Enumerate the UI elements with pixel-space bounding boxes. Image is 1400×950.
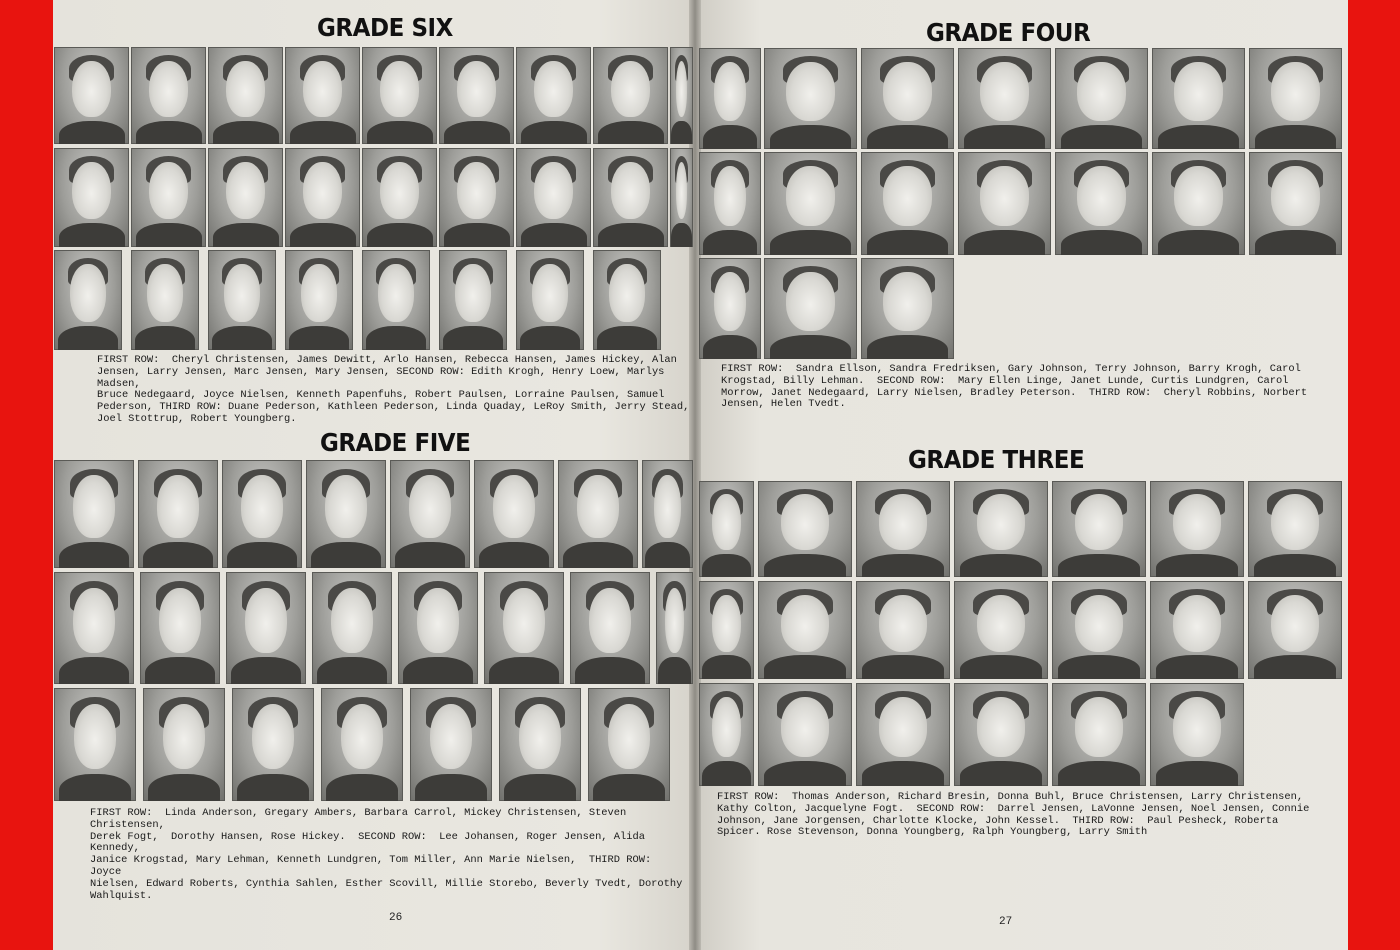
student-portrait-photo (861, 258, 954, 359)
student-portrait-photo (1150, 581, 1244, 679)
student-portrait-photo (1249, 152, 1342, 255)
student-portrait-photo (516, 47, 591, 144)
student-portrait-photo (758, 683, 852, 786)
student-portrait-photo (1150, 683, 1244, 786)
student-portrait-photo (516, 250, 584, 350)
student-portrait-photo (670, 148, 693, 247)
student-portrait-photo (570, 572, 650, 684)
student-portrait-photo (226, 572, 306, 684)
student-portrait-photo (1249, 48, 1342, 149)
student-portrait-photo (285, 250, 353, 350)
student-portrait-photo (699, 48, 761, 149)
student-portrait-photo (54, 47, 129, 144)
student-portrait-photo (764, 152, 857, 255)
student-portrait-photo (208, 148, 283, 247)
student-portrait-photo (1052, 581, 1146, 679)
student-portrait-photo (861, 48, 954, 149)
student-portrait-photo (306, 460, 386, 568)
student-portrait-photo (54, 688, 136, 801)
grade-three-caption: FIRST ROW: Thomas Anderson, Richard Bresin, Donna Buhl, Bruce Christensen, Larry Christensen, Kathy Colton, Jacquelyne Fogt. SECOND ROW: Darrel Jensen, LaVonne Jensen, Noel Jensen, Connie Johnson, Jane Jorgensen, Charlotte Klocke, John Kessel. THIRD ROW: Paul Pesheck, Roberta Spicer. Rose Stevenson, Donna Youngberg, Ralph Youngberg, Larry Smith (717, 791, 1310, 839)
grade-six-caption: FIRST ROW: Cheryl Christensen, James Dewitt, Arlo Hansen, Rebecca Hansen, James Hickey, Alan Jensen, Larry Jensen, Marc Jensen, Mary Jensen, SECOND ROW: Edith Krogh, Henry Loew, Marlys Madsen, Bruce Nedegaard, Joyce Nielsen, Kenneth Papenfuhs, Robert Paulsen, Lorraine Paulsen, Samuel Pederson, THIRD ROW: Duane Pederson, Kathleen Pederson, Linda Quaday, LeRoy Smith, Jerry Stead, Joel Stottrup, Robert Youngberg. (97, 354, 690, 425)
student-portrait-photo (208, 47, 283, 144)
page-number-left: 26 (389, 912, 403, 924)
student-portrait-photo (588, 688, 670, 801)
student-portrait-photo (362, 250, 430, 350)
student-portrait-photo (558, 460, 638, 568)
grade-four-caption: FIRST ROW: Sandra Ellson, Sandra Fredriksen, Gary Johnson, Terry Johnson, Barry Krogh, Carol Krogstad, Billy Lehman. SECOND ROW: Mary Ellen Linge, Janet Lunde, Curtis Lundgren, Carol Morrow, Janet Nedegaard, Larry Nielsen, Bradley Peterson. THIRD ROW: Cheryl Robbins, Norbert Jensen, Helen Tvedt. (721, 363, 1308, 411)
student-portrait-photo (390, 460, 470, 568)
student-portrait-photo (1152, 152, 1245, 255)
student-portrait-photo (954, 683, 1048, 786)
student-portrait-photo (54, 460, 134, 568)
student-portrait-photo (856, 683, 950, 786)
student-portrait-photo (699, 481, 754, 577)
student-portrait-photo (1150, 481, 1244, 577)
student-portrait-photo (593, 47, 668, 144)
student-portrait-photo (593, 148, 668, 247)
student-portrait-photo (410, 688, 492, 801)
yearbook-spread (53, 0, 1348, 950)
student-portrait-photo (208, 250, 276, 350)
student-portrait-photo (856, 581, 950, 679)
student-portrait-photo (954, 481, 1048, 577)
student-portrait-photo (362, 148, 437, 247)
student-portrait-photo (758, 581, 852, 679)
student-portrait-photo (138, 460, 218, 568)
student-portrait-photo (131, 47, 206, 144)
student-portrait-photo (439, 148, 514, 247)
student-portrait-photo (285, 47, 360, 144)
student-portrait-photo (1052, 481, 1146, 577)
student-portrait-photo (285, 148, 360, 247)
grade-five-heading: GRADE FIVE (320, 428, 471, 457)
student-portrait-photo (1055, 48, 1148, 149)
student-portrait-photo (764, 48, 857, 149)
student-portrait-photo (143, 688, 225, 801)
student-portrait-photo (1248, 481, 1342, 577)
student-portrait-photo (321, 688, 403, 801)
student-portrait-photo (131, 148, 206, 247)
grade-five-caption: FIRST ROW: Linda Anderson, Gregary Ambers, Barbara Carrol, Mickey Christensen, Steven Christensen, Derek Fogt, Dorothy Hansen, Rose Hickey. SECOND ROW: Lee Johansen, Roger Jensen, Alida Kennedy, Janice Krogstad, Mary Lehman, Kenneth Lundgren, Tom Miller, Ann Marie Nielsen, THIRD ROW: Joyce Nielsen, Edward Roberts, Cynthia Sahlen, Esther Scovill, Millie Storebo, Beverly Tvedt, Dorothy Wahlquist. (90, 807, 683, 902)
student-portrait-photo (764, 258, 857, 359)
student-portrait-photo (362, 47, 437, 144)
student-portrait-photo (222, 460, 302, 568)
student-portrait-photo (1055, 152, 1148, 255)
grade-six-heading: GRADE SIX (317, 13, 453, 42)
student-portrait-photo (398, 572, 478, 684)
student-portrait-photo (699, 152, 761, 255)
page-number-right: 27 (999, 916, 1013, 928)
student-portrait-photo (699, 258, 761, 359)
student-portrait-photo (131, 250, 199, 350)
student-portrait-photo (958, 48, 1051, 149)
student-portrait-photo (312, 572, 392, 684)
student-portrait-photo (670, 47, 693, 144)
student-portrait-photo (1052, 683, 1146, 786)
student-portrait-photo (484, 572, 564, 684)
student-portrait-photo (642, 460, 693, 568)
student-portrait-photo (861, 152, 954, 255)
student-portrait-photo (474, 460, 554, 568)
student-portrait-photo (232, 688, 314, 801)
student-portrait-photo (439, 250, 507, 350)
student-portrait-photo (516, 148, 591, 247)
student-portrait-photo (699, 581, 754, 679)
student-portrait-photo (499, 688, 581, 801)
student-portrait-photo (1248, 581, 1342, 679)
student-portrait-photo (699, 683, 754, 786)
student-portrait-photo (140, 572, 220, 684)
student-portrait-photo (758, 481, 852, 577)
student-portrait-photo (593, 250, 661, 350)
student-portrait-photo (439, 47, 514, 144)
student-portrait-photo (856, 481, 950, 577)
student-portrait-photo (54, 148, 129, 247)
student-portrait-photo (958, 152, 1051, 255)
student-portrait-photo (54, 250, 122, 350)
student-portrait-photo (54, 572, 134, 684)
student-portrait-photo (1152, 48, 1245, 149)
grade-four-heading: GRADE FOUR (926, 18, 1091, 47)
student-portrait-photo (954, 581, 1048, 679)
grade-three-heading: GRADE THREE (908, 445, 1085, 474)
student-portrait-photo (656, 572, 693, 684)
